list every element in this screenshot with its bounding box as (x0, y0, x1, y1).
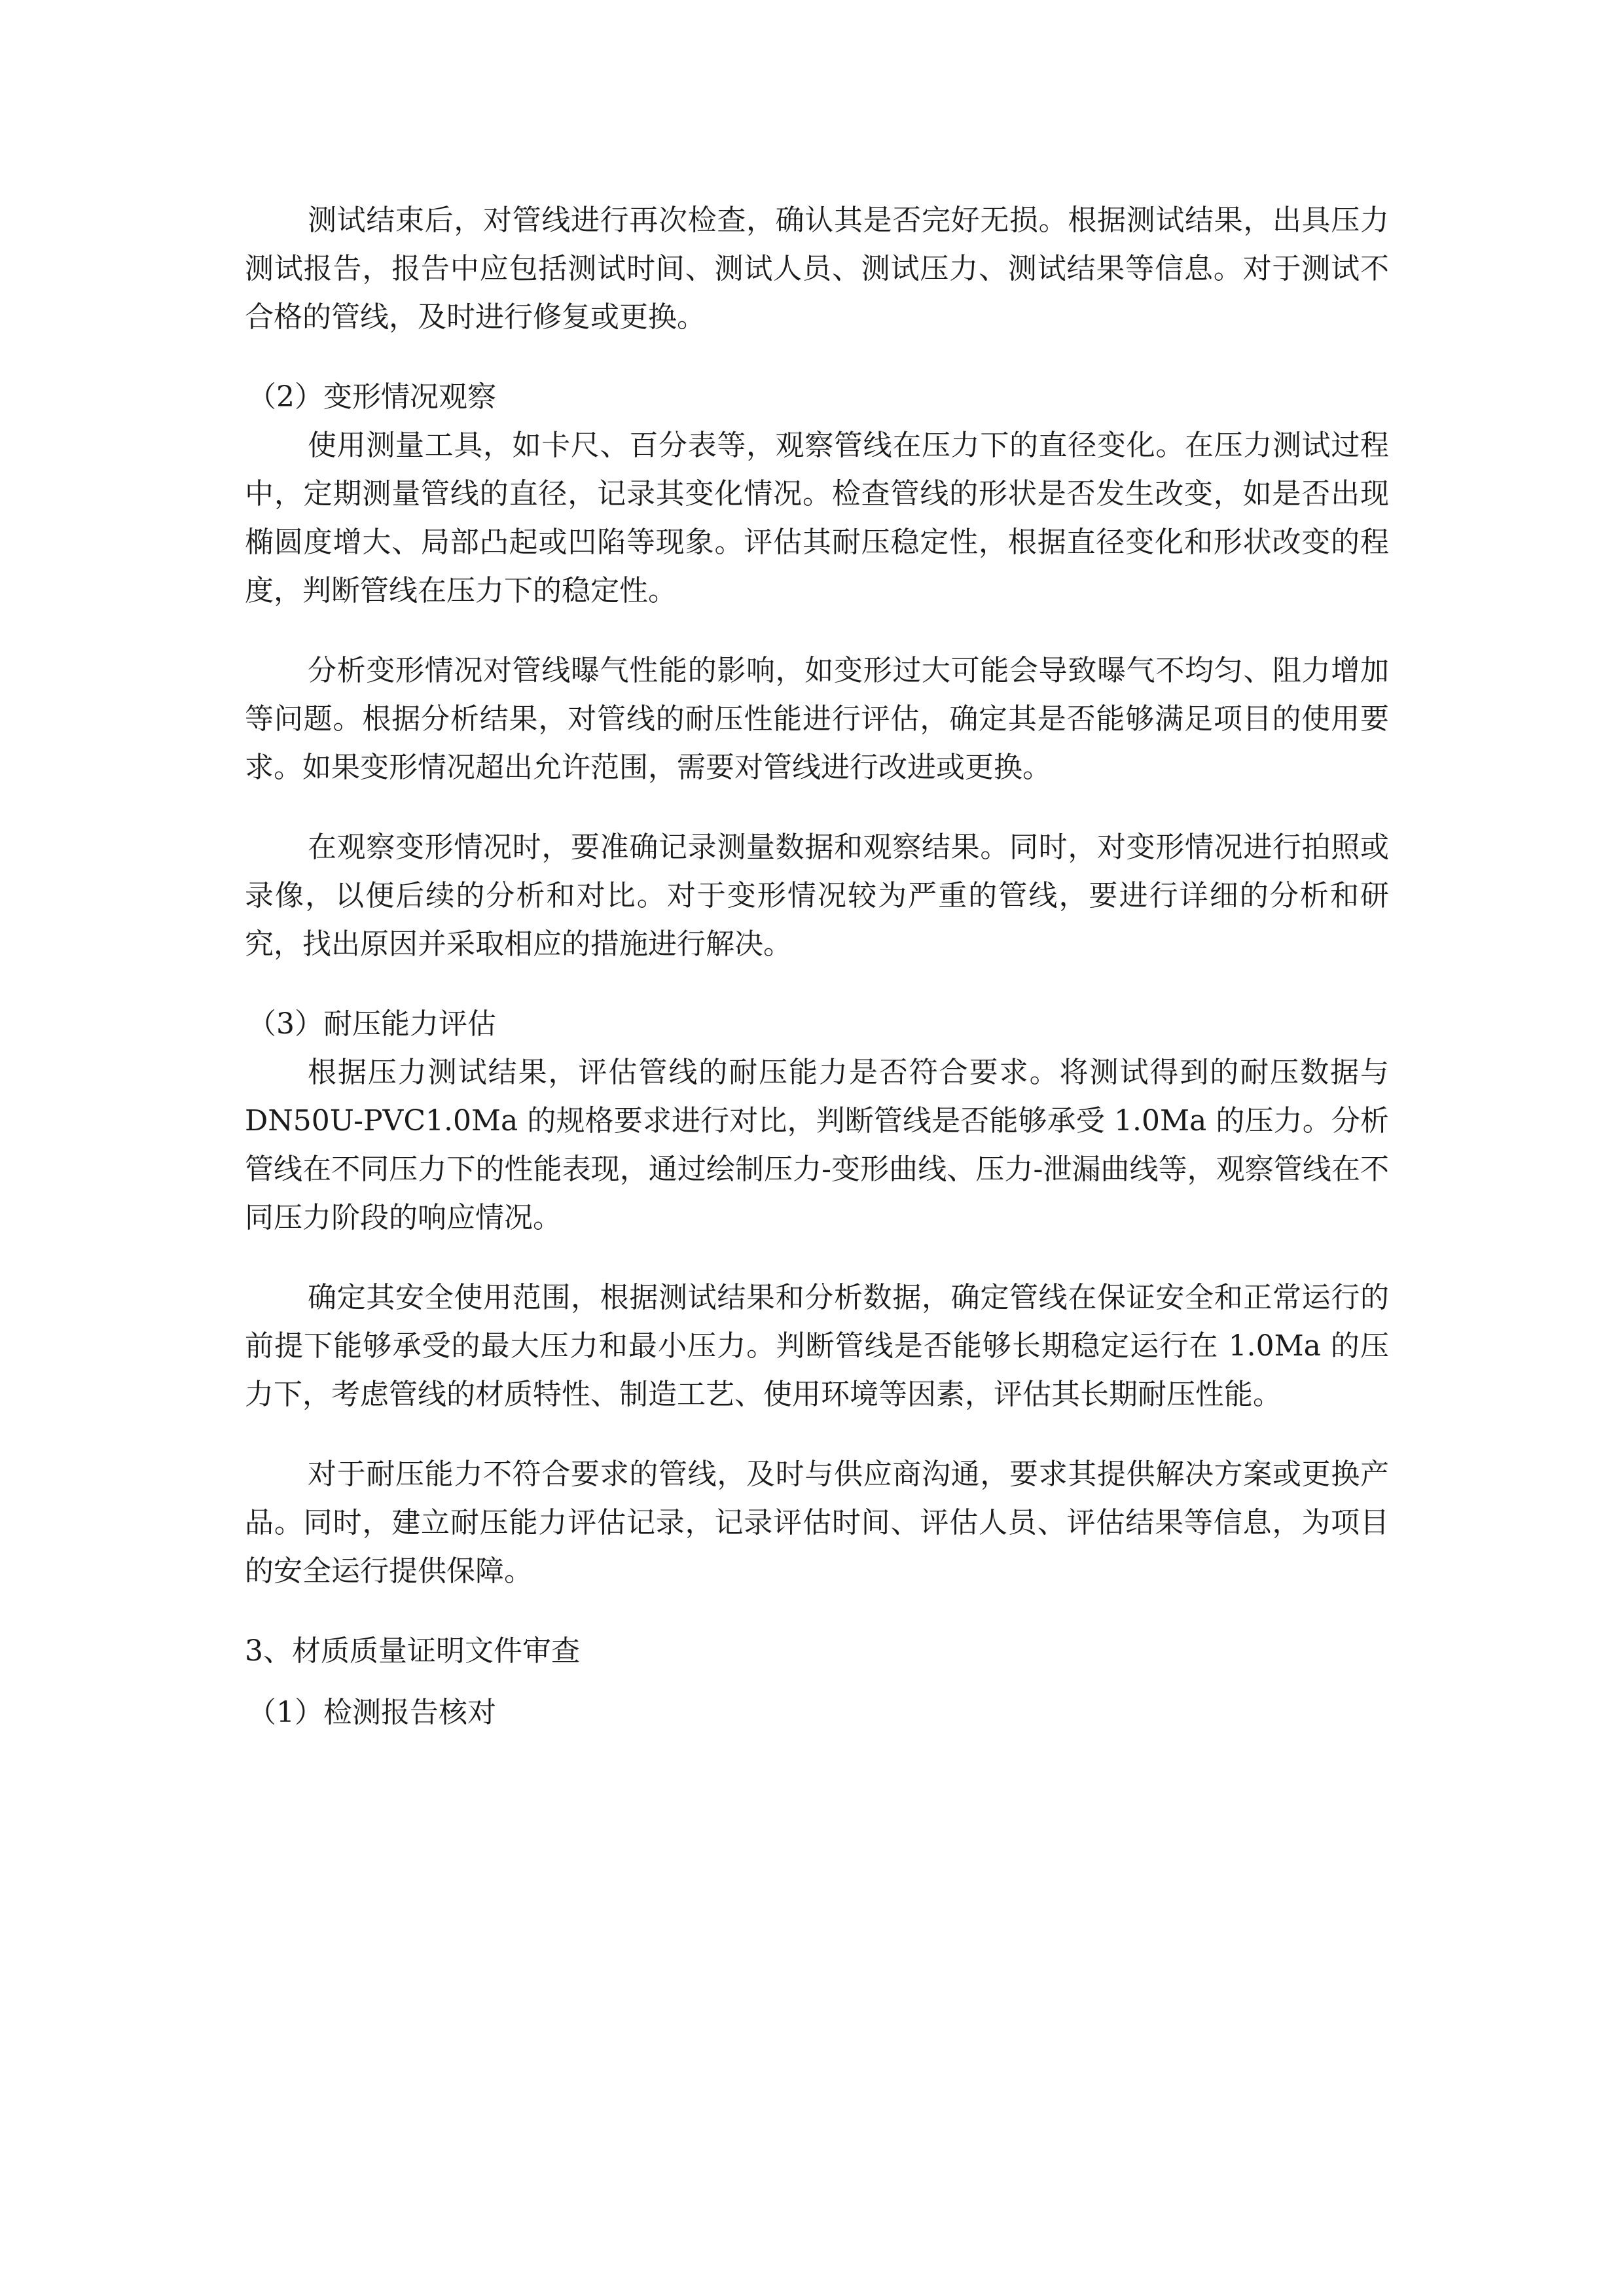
document-body (245, 196, 1389, 1737)
heading-material-certificate-review: 3、材质质量证明文件审查 (245, 1634, 580, 1668)
paragraph-record-deformation: 在观察变形情况时，要准确记录测量数据和观察结果。同时，对变形情况进行拍照或录像，以便后续的分析和对比。对于变形情况较为严重的管线，要进行详细的分析和研究，找出原因并采取相应的措施进行解决。 (245, 831, 1389, 961)
paragraph-measurement-tools: 使用测量工具，如卡尺、百分表等，观察管线在压力下的直径变化。在压力测试过程中，定期测量管线的直径，记录其变化情况。检查管线的形状是否发生改变，如是否出现椭圆度增大、局部凸起或凹陷等现象。评估其耐压稳定性，根据直径变化和形状改变的程度，判断管线在压力下的稳定性。 (245, 429, 1389, 607)
paragraph-deformation-analysis: 分析变形情况对管线曝气性能的影响，如变形过大可能会导致曝气不均匀、阻力增加等问题。根据分析结果，对管线的耐压性能进行评估，确定其是否能够满足项目的使用要求。如果变形情况超出允许范围，需要对管线进行改进或更换。 (245, 654, 1389, 784)
heading-pressure-capacity: （3）耐压能力评估 (247, 1007, 496, 1041)
heading-test-report-check: （1）检测报告核对 (247, 1696, 496, 1729)
paragraph-safe-range: 确定其安全使用范围，根据测试结果和分析数据，确定管线在保证安全和正常运行的前提下能够承受的最大压力和最小压力。判断管线是否能够长期稳定运行在 1.0Ma 的压力下，考虑管线的材质特性、制造工艺、使用环境等因素，评估其长期耐压性能。 (245, 1281, 1389, 1411)
heading-deformation-observation: （2）变形情况观察 (247, 380, 496, 414)
paragraph-test-conclusion: 测试结束后，对管线进行再次检查，确认其是否完好无损。根据测试结果，出具压力测试报告，报告中应包括测试时间、测试人员、测试压力、测试结果等信息。对于测试不合格的管线，及时进行修复或更换。 (245, 204, 1389, 334)
paragraph-nonconforming: 对于耐压能力不符合要求的管线，及时与供应商沟通，要求其提供解决方案或更换产品。同时，建立耐压能力评估记录，记录评估时间、评估人员、评估结果等信息，为项目的安全运行提供保障。 (245, 1458, 1389, 1588)
paragraph-pressure-evaluation: 根据压力测试结果，评估管线的耐压能力是否符合要求。将测试得到的耐压数据与 DN50U-PVC1.0Ma 的规格要求进行对比，判断管线是否能够承受 1.0Ma 的压力。分析管线在不同压力下的性能表现，通过绘制压力-变形曲线、压力-泄漏曲线等，观察管线在不同压力阶段的响应情况。 (245, 1056, 1389, 1234)
